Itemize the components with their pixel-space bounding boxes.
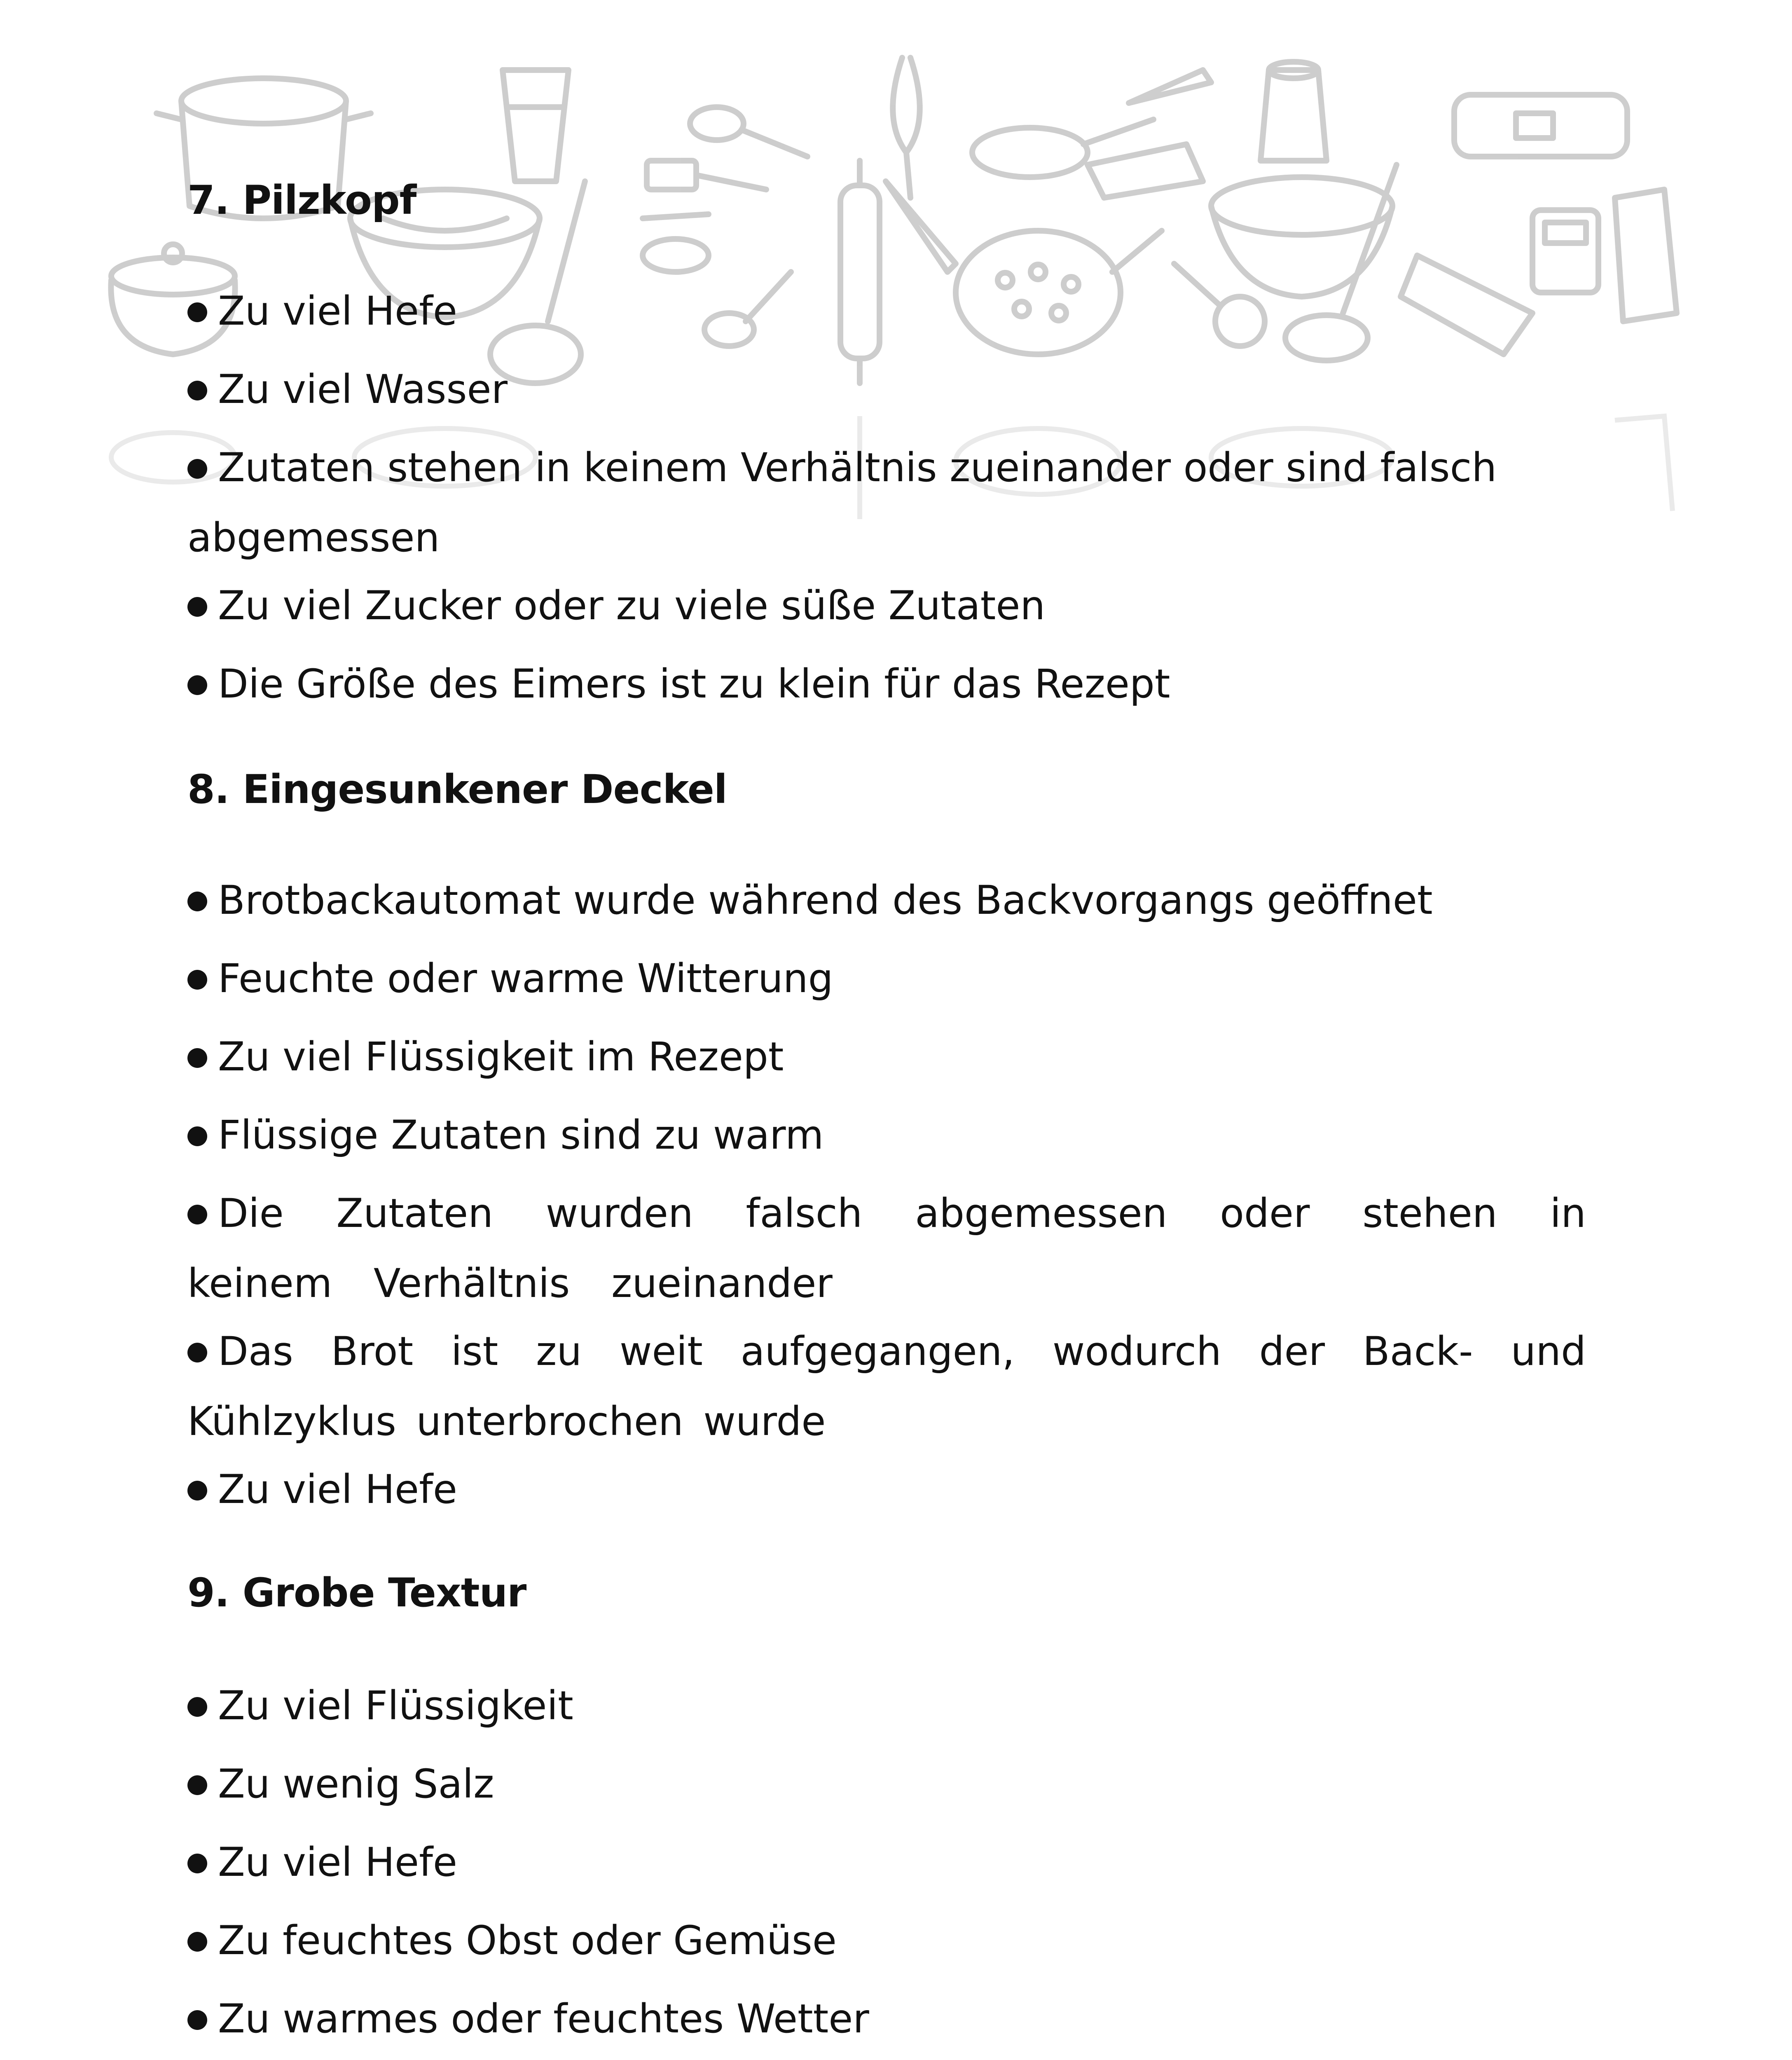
- list-item: Zu viel Hefe: [187, 1827, 1586, 1897]
- list-item: Zu feuchtes Obst oder Gemüse: [187, 1906, 1586, 1976]
- bullet-icon: [187, 597, 207, 617]
- list-item: Zu viel Hefe: [187, 276, 1586, 346]
- list-item: Zu viel Wasser: [187, 354, 1586, 424]
- bullet-icon: [187, 381, 207, 400]
- spoon-icon: [690, 107, 807, 157]
- slicer-icon: [643, 214, 709, 272]
- bullet-icon: [187, 1932, 207, 1952]
- list-item: Zu warmes oder feuchtes Wetter: [187, 1984, 1586, 2054]
- bullet-icon: [187, 1048, 207, 1068]
- cutting-board-icon: [1088, 144, 1203, 198]
- list-item: Die Zutaten wurden falsch abgemessen oder stehen in keinem Verhältnis zueinander: [187, 1190, 1586, 1306]
- knife-icon: [886, 181, 956, 272]
- section-heading-eingesunkener-deckel: 8. Eingesunkener Deckel: [187, 766, 727, 812]
- list-item: Das Brot ist zu weit aufgegangen, wodurch der Back- und Kühlzyklus unterbrochen wurde: [187, 1328, 1586, 1444]
- section-heading-grobe-textur: 9. Grobe Textur: [187, 1570, 526, 1616]
- list-item: Zutaten stehen in keinem Verhältnis zueinander oder sind falsch abgemessen: [187, 445, 1497, 561]
- cake-tin-icon: [1454, 95, 1627, 157]
- bullet-icon: [187, 892, 207, 911]
- knife-2-icon: [1129, 70, 1211, 103]
- bullet-icon: [187, 675, 207, 695]
- spatula-icon: [647, 161, 766, 190]
- list-item: Flüssige Zutaten sind zu warm: [187, 1100, 1586, 1170]
- bullet-icon: [187, 459, 207, 479]
- rolling-pin-icon: [840, 161, 880, 383]
- bullet-icon: [187, 1697, 207, 1717]
- bullet-icon: [187, 1854, 207, 1873]
- bullet-icon: [187, 1343, 207, 1362]
- bullet-icon: [187, 1126, 207, 1146]
- list-item: Zu viel Hefe: [187, 1454, 1586, 1524]
- bullet-icon: [187, 2010, 207, 2030]
- list-item: Zu wenig Salz: [187, 1749, 1586, 1819]
- section-heading-pilzkopf: 7. Pilzkopf: [187, 177, 416, 223]
- list-item: Feuchte oder warme Witterung: [187, 943, 1586, 1014]
- list-item: Zu viel Flüssigkeit im Rezept: [187, 1022, 1586, 1092]
- list-item: Zu viel Flüssigkeit: [187, 1671, 1586, 1741]
- grater-icon: [1615, 190, 1677, 321]
- bullet-icon: [187, 970, 207, 990]
- bullet-icon: [187, 1481, 207, 1501]
- list-item: Zu viel Zucker oder zu viele süße Zutaten: [187, 571, 1586, 641]
- bullet-icon: [187, 1205, 207, 1224]
- glass-icon: [503, 70, 568, 181]
- kettle-icon: [1261, 62, 1326, 161]
- frying-pan-icon: [972, 119, 1153, 177]
- list-item: Die Größe des Eimers ist zu klein für das Rezept: [187, 649, 1586, 719]
- list-item: Brotbackautomat wurde während des Backvorgangs geöffnet: [187, 865, 1586, 935]
- bullet-icon: [187, 1775, 207, 1795]
- bullet-icon: [187, 302, 207, 322]
- whisk-icon: [893, 58, 919, 198]
